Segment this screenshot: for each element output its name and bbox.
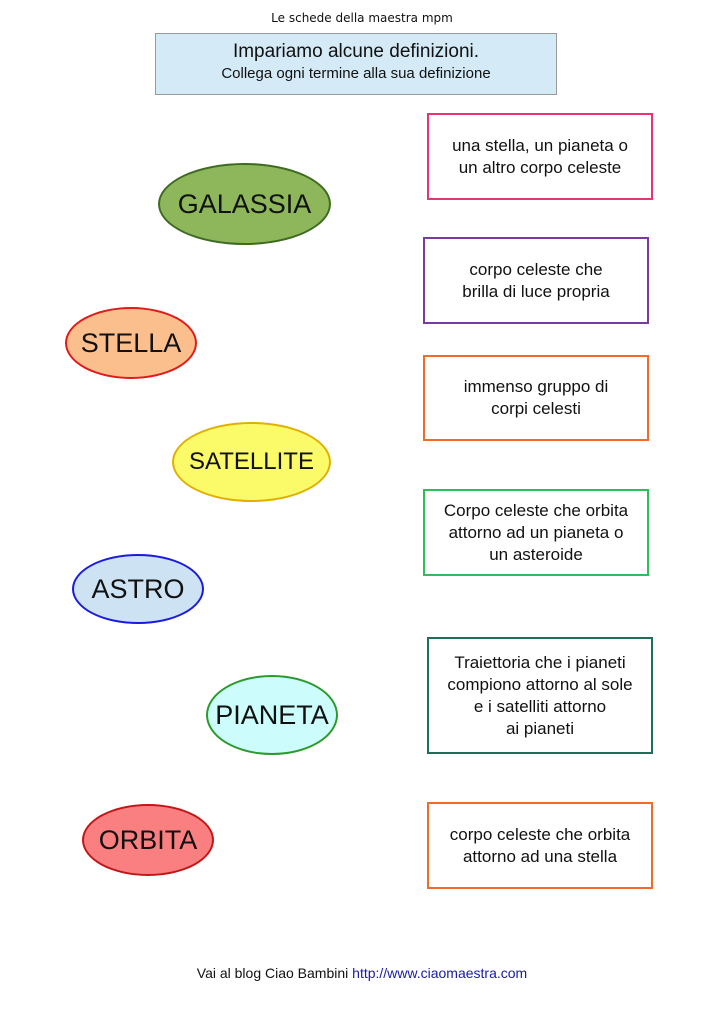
page-title: Impariamo alcune definizioni. bbox=[232, 41, 480, 62]
footer bbox=[0, 965, 724, 981]
page-subtitle: Collega ogni termine alla sua definizione bbox=[221, 65, 491, 82]
definition-box[interactable]: corpo celeste che brilla di luce propria bbox=[423, 237, 649, 324]
definition-box[interactable]: corpo celeste che orbita attorno ad una stella bbox=[427, 802, 653, 889]
definition-box[interactable]: immenso gruppo di corpi celesti bbox=[423, 355, 649, 441]
definition-box[interactable]: Corpo celeste che orbita attorno ad un pianeta o un asteroide bbox=[423, 489, 649, 576]
title-box bbox=[155, 33, 557, 95]
term-galassia[interactable]: GALASSIA bbox=[158, 163, 331, 245]
term-stella[interactable]: STELLA bbox=[65, 307, 197, 379]
definition-box[interactable]: Traiettoria che i pianeti compiono attorno al sole e i satelliti attorno ai pianeti bbox=[427, 637, 653, 754]
term-astro[interactable]: ASTRO bbox=[72, 554, 204, 624]
term-orbita[interactable]: ORBITA bbox=[82, 804, 214, 876]
header-note: Le schede della maestra mpm bbox=[271, 11, 453, 25]
term-satellite[interactable]: SATELLITE bbox=[172, 422, 331, 502]
definition-box[interactable]: una stella, un pianeta o un altro corpo celeste bbox=[427, 113, 653, 200]
footer-text: Vai al blog Ciao Bambini bbox=[196, 965, 349, 981]
term-pianeta[interactable]: PIANETA bbox=[206, 675, 338, 755]
footer-link[interactable]: http://www.ciaomaestra.com bbox=[352, 965, 528, 981]
